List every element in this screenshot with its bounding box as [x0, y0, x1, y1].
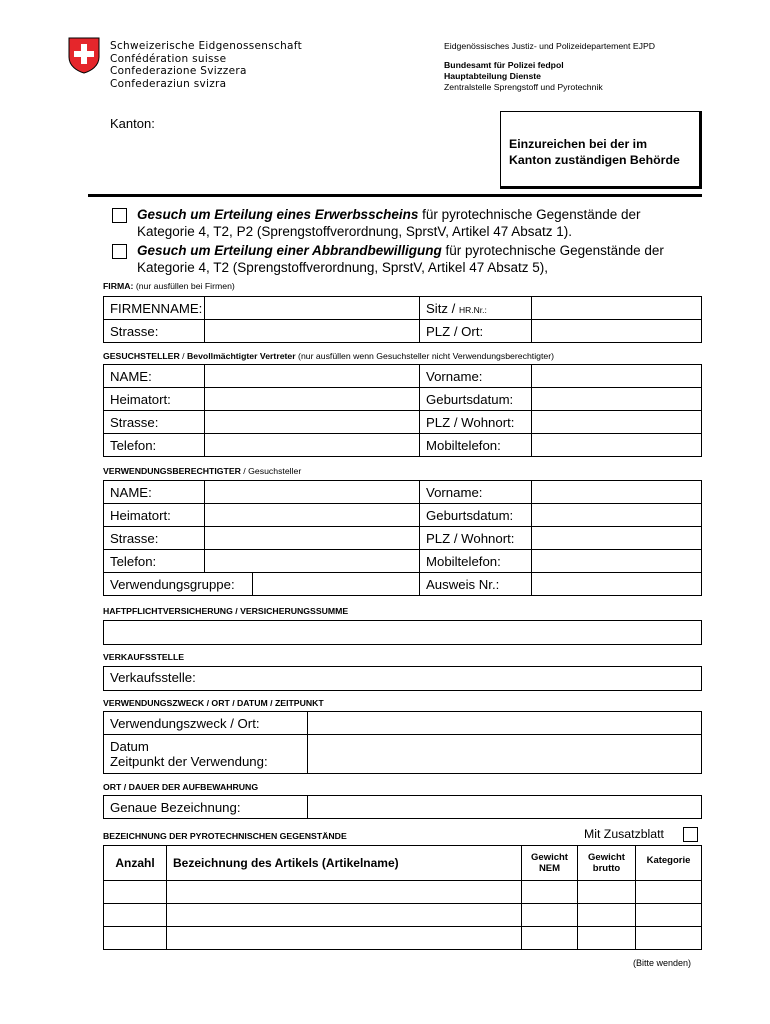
heimatort-input[interactable] [205, 388, 420, 411]
heimatort-label: Heimatort: [104, 388, 205, 411]
geburtsdatum-label: Geburtsdatum: [420, 504, 532, 527]
heimatort-label: Heimatort: [104, 504, 205, 527]
office-line: Bundesamt für Polizei fedpol [444, 60, 564, 70]
heimatort-input[interactable] [205, 504, 420, 527]
name-label: NAME: [104, 481, 205, 504]
firma-plz-label: PLZ / Ort: [420, 320, 532, 343]
gruppe-label: Verwendungsgruppe: [104, 573, 253, 596]
firma-strasse-input[interactable] [205, 320, 420, 343]
firma-plz-input[interactable] [532, 320, 702, 343]
telefon-label: Telefon: [104, 434, 205, 457]
firmenname-input[interactable] [205, 297, 420, 320]
bezeichnung-input[interactable] [308, 796, 702, 819]
table-cell[interactable] [167, 927, 522, 950]
mobil-input[interactable] [532, 550, 702, 573]
submit-notice-line: Einzureichen bei der im [509, 137, 648, 151]
aufbewahrung-table [103, 795, 702, 819]
crest-line: Confederazione Svizzera [110, 65, 247, 78]
section-heading-haftpflicht: HAFTPFLICHTVERSICHERUNG / VERSICHERUNGSSUMME [103, 606, 349, 616]
plz-label: PLZ / Wohnort: [420, 411, 532, 434]
erwerbsschein-checkbox[interactable] [112, 208, 127, 223]
mobil-label: Mobiltelefon: [420, 434, 532, 457]
name-input[interactable] [205, 481, 420, 504]
section-heading-verkaufsstelle: VERKAUFSSTELLE [103, 652, 185, 662]
department-block [444, 41, 655, 93]
col-gewicht-brutto: Gewicht brutto [578, 846, 636, 881]
table-cell[interactable] [522, 927, 578, 950]
datum-input[interactable] [308, 735, 702, 774]
bezeichnung-label: Genaue Bezeichnung: [104, 796, 308, 819]
table-cell[interactable] [522, 881, 578, 904]
sitz-label: Sitz / HR.Nr.: [420, 297, 532, 320]
col-anzahl: Anzahl [104, 846, 167, 881]
footer-note: (Bitte wenden) [633, 958, 692, 968]
table-cell[interactable] [578, 927, 636, 950]
table-cell[interactable] [522, 904, 578, 927]
table-cell[interactable] [636, 904, 702, 927]
vorname-label: Vorname: [420, 481, 532, 504]
zweck-input[interactable] [308, 712, 702, 735]
col-bezeichnung: Bezeichnung des Artikels (Artikelname) [167, 846, 522, 881]
geburtsdatum-input[interactable] [532, 388, 702, 411]
abbrandbewilligung-checkbox[interactable] [112, 244, 127, 259]
section-heading-artikel: BEZEICHNUNG DER PYROTECHNISCHEN GEGENSTÄNDE [103, 831, 347, 841]
vorname-input[interactable] [532, 365, 702, 388]
table-cell[interactable] [104, 881, 167, 904]
strasse-input[interactable] [205, 527, 420, 550]
section-heading-verwendungsberechtigter: VERWENDUNGSBERECHTIGTER / Gesuchsteller [103, 466, 302, 476]
table-cell[interactable] [167, 904, 522, 927]
telefon-input[interactable] [205, 550, 420, 573]
option-text: Kategorie 4, T2, P2 (Sprengstoffverordnung, SprstV, Artikel 47 Absatz 1). [137, 223, 573, 239]
artikel-table [103, 845, 702, 950]
name-label: NAME: [104, 365, 205, 388]
crest-line: Confederaziun svizra [110, 77, 227, 90]
section-heading-gesuchsteller: GESUCHSTELLER / Bevollmächtigter Vertreter (nur ausfüllen wenn Gesuchsteller nicht Verwendungsberechtigter) [103, 351, 554, 361]
table-cell[interactable] [104, 927, 167, 950]
option-title: Gesuch um Erteilung eines Erwerbsscheins [137, 207, 419, 222]
option-text: Kategorie 4, T2 (Sprengstoffverordnung, SprstV, Artikel 47 Absatz 5), [137, 259, 548, 275]
section-heading-aufbewahrung: ORT / DAUER DER AUFBEWAHRUNG [103, 782, 259, 792]
mobil-input[interactable] [532, 434, 702, 457]
submit-notice-line: Kanton zuständigen Behörde [509, 152, 680, 167]
geburtsdatum-label: Geburtsdatum: [420, 388, 532, 411]
table-cell[interactable] [104, 904, 167, 927]
submit-notice-box [500, 111, 702, 189]
option-text: für pyrotechnische Gegenstände der [418, 207, 641, 222]
sitz-input[interactable] [532, 297, 702, 320]
gesuchsteller-table [103, 364, 702, 457]
firmenname-label: FIRMENNAME: [104, 297, 205, 320]
firma-strasse-label: Strasse: [104, 320, 205, 343]
option-title: Gesuch um Erteilung einer Abbrandbewilligung [137, 243, 442, 258]
mobil-label: Mobiltelefon: [420, 550, 532, 573]
datum-label: Datum Zeitpunkt der Verwendung: [104, 735, 308, 774]
abbrandbewilligung-option [137, 243, 664, 276]
haftpflicht-input[interactable] [103, 620, 702, 645]
vorname-input[interactable] [532, 481, 702, 504]
plz-label: PLZ / Wohnort: [420, 527, 532, 550]
crest-line: Schweizerische Eidgenossenschaft [110, 40, 302, 52]
zusatzblatt-label: Mit Zusatzblatt [584, 827, 664, 841]
col-kategorie: Kategorie [636, 846, 702, 881]
zusatzblatt-checkbox[interactable] [683, 827, 698, 842]
vorname-label: Vorname: [420, 365, 532, 388]
plz-input[interactable] [532, 527, 702, 550]
ausweis-label: Ausweis Nr.: [420, 573, 532, 596]
office-line: Zentralstelle Sprengstoff und Pyrotechnik [444, 82, 603, 92]
table-cell[interactable] [578, 881, 636, 904]
name-input[interactable] [205, 365, 420, 388]
divider [88, 194, 702, 197]
table-cell[interactable] [167, 881, 522, 904]
firma-table [103, 296, 702, 343]
ausweis-input[interactable] [532, 573, 702, 596]
plz-input[interactable] [532, 411, 702, 434]
verkaufsstelle-label: Verkaufsstelle: [110, 670, 196, 685]
kanton-label: Kanton: [110, 116, 155, 131]
swiss-crest-icon [68, 37, 100, 74]
strasse-label: Strasse: [104, 527, 205, 550]
table-cell[interactable] [636, 927, 702, 950]
confederation-name [110, 40, 302, 90]
erwerbsschein-option [137, 207, 641, 240]
geburtsdatum-input[interactable] [532, 504, 702, 527]
department-name: Eidgenössisches Justiz- und Polizeidepartement EJPD [444, 41, 656, 51]
telefon-label: Telefon: [104, 550, 205, 573]
strasse-input[interactable] [205, 411, 420, 434]
section-heading-firma: FIRMA: (nur ausfüllen bei Firmen) [103, 281, 235, 291]
option-text: für pyrotechnische Gegenstände der [441, 243, 664, 258]
verwendungszweck-table [103, 711, 702, 774]
strasse-label: Strasse: [104, 411, 205, 434]
verkaufsstelle-input[interactable] [103, 666, 702, 691]
office-line: Hauptabteilung Dienste [444, 71, 542, 81]
crest-line: Confédération suisse [110, 52, 227, 65]
col-gewicht-nem: Gewicht NEM [522, 846, 578, 881]
table-cell[interactable] [578, 904, 636, 927]
table-cell[interactable] [636, 881, 702, 904]
telefon-input[interactable] [205, 434, 420, 457]
section-heading-verwendungszweck: VERWENDUNGSZWECK / ORT / DATUM / ZEITPUNKT [103, 698, 324, 708]
gruppe-input[interactable] [253, 573, 420, 596]
verwendungsberechtigter-table [103, 480, 702, 596]
zweck-label: Verwendungszweck / Ort: [104, 712, 308, 735]
